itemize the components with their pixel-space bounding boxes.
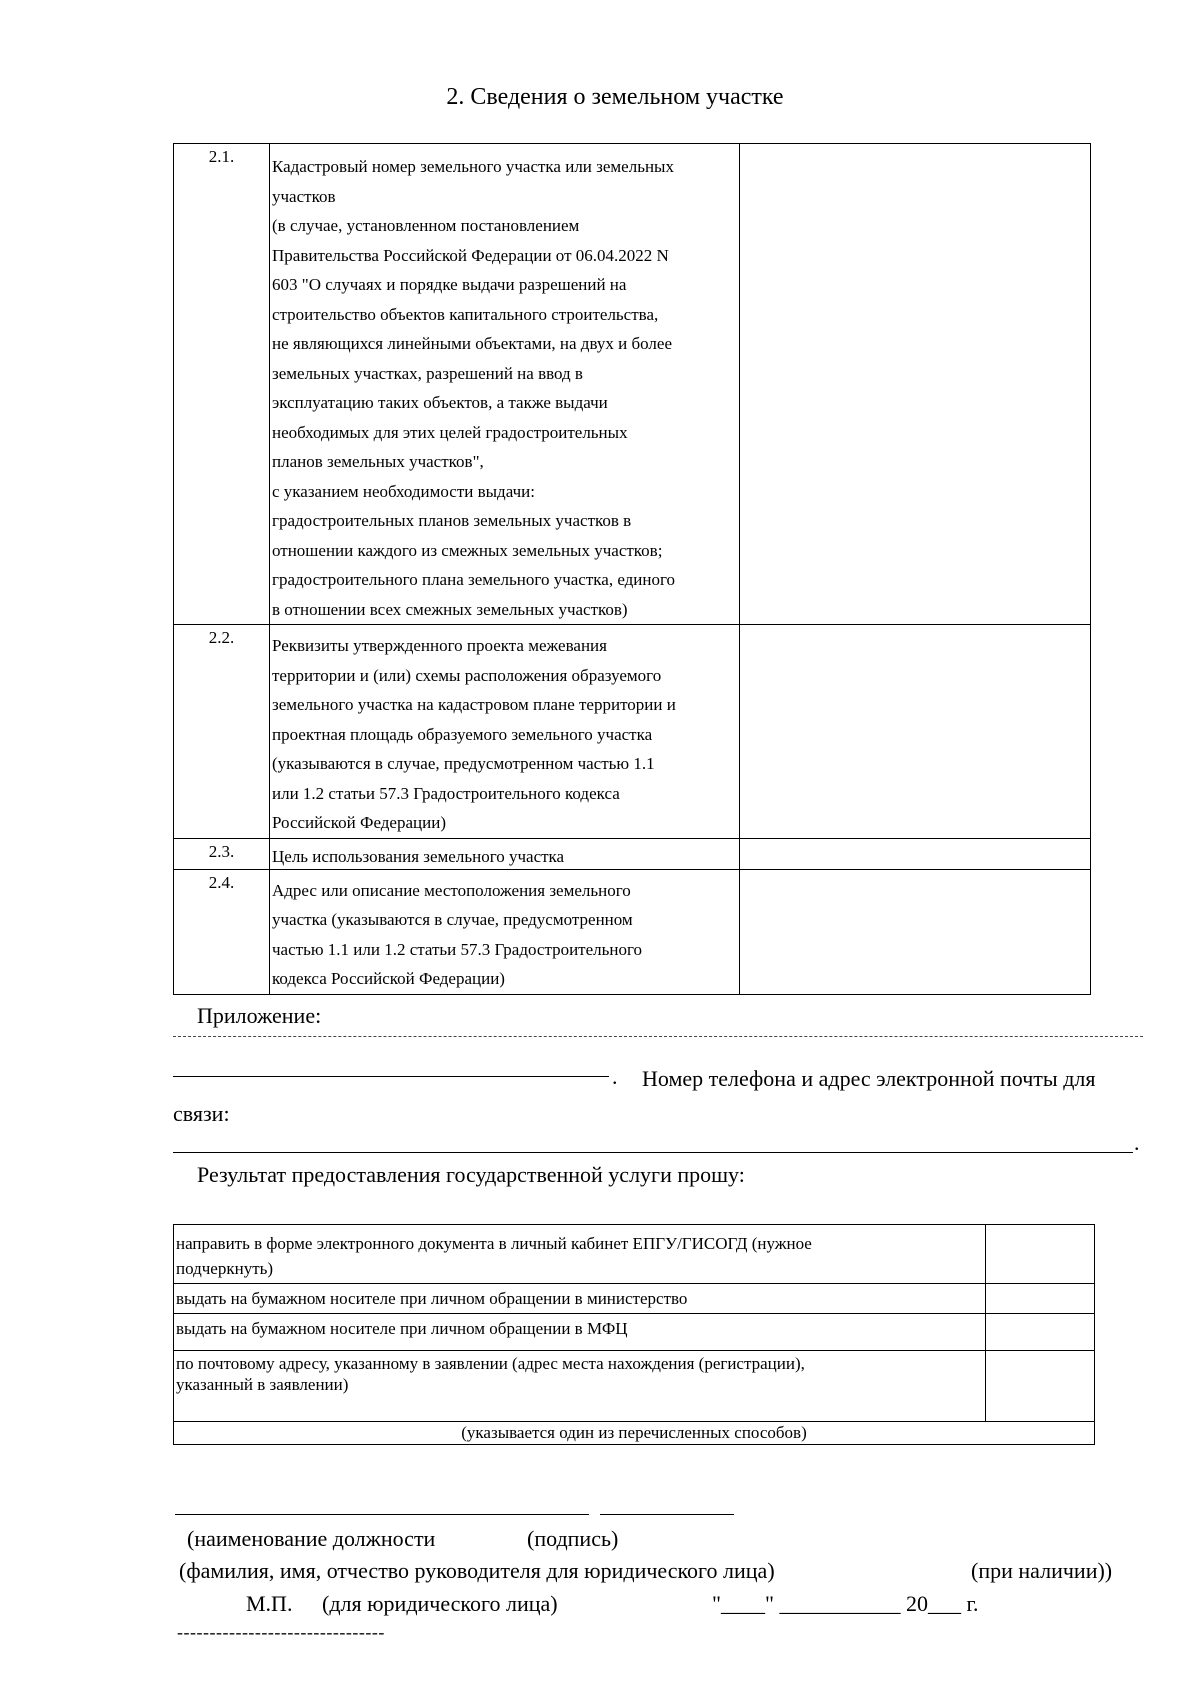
desc-line: в отношении всех смежных земельных участков) xyxy=(272,599,628,619)
desc-line: планов земельных участков", xyxy=(272,452,484,471)
row-description xyxy=(270,869,740,994)
contact-label-cont: связи: xyxy=(173,1101,230,1126)
desc-line: Цель использования земельного участка xyxy=(272,846,565,866)
desc-line: кодекса Российской Федерации) xyxy=(272,969,505,988)
table-row xyxy=(174,869,1091,994)
option-text: по почтовому адресу, указанному в заявлении (адрес места нахождения (регистрации), xyxy=(176,1354,805,1373)
option-mfc-check[interactable] xyxy=(986,1314,1095,1351)
desc-line: необходимых для этих целей градостроительных xyxy=(272,422,628,442)
row-description xyxy=(270,625,740,839)
option-mfc xyxy=(174,1314,986,1351)
row-number: 2.1. xyxy=(174,144,270,625)
stamp-note: (для юридического лица) xyxy=(322,1591,558,1616)
option-post-check[interactable] xyxy=(986,1351,1095,1422)
row-number: 2.3. xyxy=(174,838,270,869)
row-number: 2.4. xyxy=(174,869,270,994)
desc-line: Реквизиты утвержденного проекта межевания xyxy=(272,636,607,655)
table-row xyxy=(174,144,1091,625)
land-info-table xyxy=(173,143,1091,995)
attachment-line-1[interactable] xyxy=(173,1036,1143,1037)
desc-line: частью 1.1 или 1.2 статьи 57.3 Градостроительного xyxy=(272,939,643,959)
row-number: 2.2. xyxy=(174,625,270,839)
desc-line: проектная площадь образуемого земельного участка xyxy=(272,724,653,744)
desc-line: территории и (или) схемы расположения образуемого xyxy=(272,665,662,685)
row-description xyxy=(270,838,740,869)
table-row xyxy=(174,1422,1095,1445)
desc-line: земельных участках, разрешений на ввод в xyxy=(272,363,583,383)
contact-input-line[interactable] xyxy=(173,1152,1133,1153)
desc-line: земельного участка на кадастровом плане территории и xyxy=(272,695,676,714)
option-text: выдать на бумажном носителе при личном обращении в МФЦ xyxy=(176,1319,628,1338)
desc-line: (указываются в случае, предусмотренном частью 1.1 xyxy=(272,754,655,773)
desc-line: 603 "О случаях и порядке выдачи разрешений на xyxy=(272,275,627,294)
contact-label: Номер телефона и адрес электронной почты для xyxy=(642,1066,1096,1091)
attachment-label: Приложение: xyxy=(197,1003,322,1028)
table-row xyxy=(174,838,1091,869)
desc-line: Правительства Российской Федерации от 06.04.2022 N xyxy=(272,245,669,265)
option-text: указанный в заявлении) xyxy=(176,1375,349,1394)
signature-line[interactable] xyxy=(600,1514,734,1515)
row-description xyxy=(270,144,740,625)
option-text: подчеркнуть) xyxy=(176,1259,274,1278)
date-field[interactable]: "____" ___________ 20___ г. xyxy=(712,1591,979,1616)
desc-line: или 1.2 статьи 57.3 Градостроительного кодекса xyxy=(272,783,620,803)
table-row xyxy=(174,625,1091,839)
option-ministry xyxy=(174,1284,986,1314)
land-use-purpose-field[interactable] xyxy=(740,838,1091,869)
option-post xyxy=(174,1351,986,1422)
desc-line: градостроительных планов земельных участков в xyxy=(272,511,632,530)
option-ministry-check[interactable] xyxy=(986,1284,1095,1314)
position-line[interactable] xyxy=(175,1514,589,1515)
option-electronic-check[interactable] xyxy=(986,1225,1095,1284)
option-text: выдать на бумажном носителе при личном обращении в министерство xyxy=(176,1289,688,1308)
position-label: (наименование должности xyxy=(187,1526,436,1551)
desc-line: Кадастровый номер земельного участка или земельных xyxy=(272,157,674,176)
desc-line: Российской Федерации) xyxy=(272,813,446,832)
result-label: Результат предоставления государственной услуги прошу: xyxy=(197,1162,745,1187)
land-address-field[interactable] xyxy=(740,869,1091,994)
desc-line: отношении каждого из смежных земельных участков; xyxy=(272,540,663,560)
result-note: (указывается один из перечисленных способов) xyxy=(174,1422,1095,1445)
cadastral-number-field[interactable] xyxy=(740,144,1091,625)
period-mark: . xyxy=(1134,1130,1140,1155)
bottom-dashes: -------------------------------- xyxy=(177,1622,385,1642)
signature-label: (подпись) xyxy=(527,1526,619,1551)
table-row xyxy=(174,1284,1095,1314)
desc-line: не являющихся линейными объектами, на двух и более xyxy=(272,334,672,353)
desc-line: Адрес или описание местоположения земельного xyxy=(272,880,631,900)
desc-line: участка (указываются в случае, предусмотренном xyxy=(272,910,633,929)
table-row xyxy=(174,1225,1095,1284)
table-row xyxy=(174,1351,1095,1422)
survey-project-field[interactable] xyxy=(740,625,1091,839)
table-row xyxy=(174,1314,1095,1351)
if-any-label: (при наличии)) xyxy=(971,1558,1113,1583)
name-label: (фамилия, имя, отчество руководителя для юридического лица) xyxy=(179,1558,775,1583)
desc-line: (в случае, установленном постановлением xyxy=(272,216,580,235)
section-title: 2. Сведения о земельном участке xyxy=(446,84,784,110)
attachment-line-2[interactable] xyxy=(173,1076,609,1077)
option-text: направить в форме электронного документа в личный кабинет ЕПГУ/ГИСОГД (нужное xyxy=(176,1234,812,1253)
desc-line: участков xyxy=(272,186,336,206)
option-electronic xyxy=(174,1225,986,1284)
desc-line: с указанием необходимости выдачи: xyxy=(272,481,535,501)
period-mark: . xyxy=(612,1064,618,1089)
desc-line: эксплуатацию таких объектов, а также выдачи xyxy=(272,393,608,412)
desc-line: градостроительного плана земельного участка, единого xyxy=(272,570,676,589)
stamp-label: М.П. xyxy=(246,1591,293,1616)
desc-line: строительство объектов капитального строительства, xyxy=(272,304,659,324)
result-options-table xyxy=(173,1224,1095,1445)
